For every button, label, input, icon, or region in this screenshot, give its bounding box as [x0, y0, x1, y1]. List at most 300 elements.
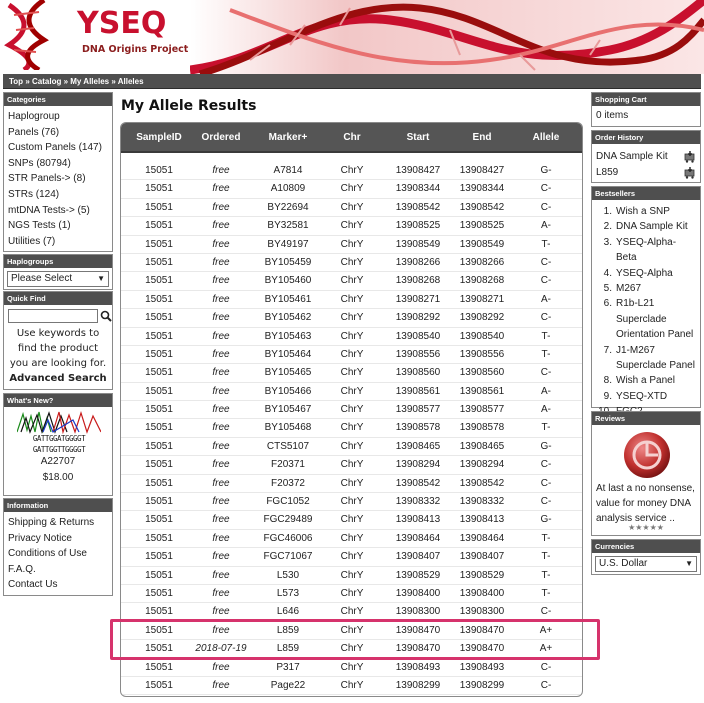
cell-sampleid: 15051 [145, 385, 173, 397]
cell-ordered: free [212, 312, 230, 324]
cell-allele: A- [541, 293, 551, 305]
cell-allele: G- [540, 440, 552, 452]
cell-marker[interactable]: BY105460 [264, 275, 312, 287]
cell-allele: C- [540, 459, 552, 471]
cell-allele: A- [541, 220, 551, 232]
table-row [121, 456, 583, 474]
cell-end: 13908577 [459, 404, 505, 416]
bestseller-rank: 4. [603, 267, 612, 279]
bestseller-item[interactable] [594, 389, 696, 404]
highlight-box [110, 619, 600, 660]
cell-chr: ChrY [340, 293, 364, 305]
column-header-allele[interactable]: Allele [532, 132, 560, 143]
cell-sampleid: 15051 [145, 165, 173, 176]
cell-chr: ChrY [340, 679, 364, 691]
cell-start: 13908427 [395, 165, 441, 176]
cell-chr: ChrY [340, 606, 364, 618]
categories-box [3, 92, 113, 252]
cell-allele: T- [541, 551, 551, 563]
cell-marker[interactable]: F20371 [271, 459, 305, 471]
table-row [121, 328, 583, 346]
breadcrumb-top[interactable]: Top [9, 77, 24, 86]
cell-marker[interactable]: CTS5107 [266, 440, 310, 452]
cell-sampleid: 15051 [145, 569, 173, 581]
quick-find-box [3, 291, 113, 390]
cell-chr: ChrY [340, 256, 364, 268]
cell-end: 13908407 [459, 551, 505, 563]
cell-chr: ChrY [340, 477, 364, 489]
cell-end: 13908294 [459, 459, 505, 471]
cell-sampleid: 15051 [145, 661, 173, 673]
cell-start: 13908556 [395, 348, 441, 360]
cell-chr: ChrY [340, 459, 364, 471]
cell-allele: G- [540, 165, 552, 176]
cell-end: 13908465 [459, 440, 505, 452]
table-row [121, 272, 583, 290]
cell-end: 13908413 [459, 514, 505, 526]
cell-start: 13908299 [395, 679, 441, 691]
bestseller-label: Wish a Panel [616, 375, 675, 387]
cell-end: 13908470 [459, 643, 505, 655]
product-name[interactable]: A22707 [40, 456, 76, 467]
cell-marker[interactable]: L859 [276, 624, 300, 636]
cell-sampleid: 15051 [145, 275, 173, 287]
cell-allele: T- [541, 330, 551, 342]
bestseller-label: Superclade [616, 313, 667, 325]
cell-allele: C- [540, 201, 552, 213]
cell-marker[interactable]: BY105463 [264, 330, 312, 342]
cell-allele: C- [540, 477, 552, 489]
cell-allele: T- [541, 348, 551, 360]
categories-title: Categories [4, 93, 112, 106]
whats-new-title: What's New? [4, 394, 112, 407]
link-contact-us[interactable]: Contact Us [8, 579, 58, 591]
cell-end: 13908493 [459, 661, 505, 673]
table-row [121, 346, 583, 364]
cell-marker[interactable]: BY105464 [264, 348, 312, 360]
breadcrumb [3, 74, 701, 89]
order-history-item[interactable]: DNA Sample Kit [596, 151, 668, 162]
category-ngs-tests[interactable]: NGS Tests (1) [8, 220, 71, 232]
cell-sampleid: 15051 [145, 183, 173, 195]
breadcrumb-separator: » [25, 77, 30, 86]
sequence-top: GATTGGATGGGGT [32, 434, 86, 443]
bestseller-label: YSEQ-Alpha-Beta [616, 236, 677, 264]
haplogroups-title: Haplogroups [4, 255, 112, 268]
order-history-box [591, 130, 701, 183]
cell-ordered: free [212, 459, 230, 471]
review-product-icon[interactable] [622, 430, 672, 480]
advanced-search-link[interactable]: Advanced Search [9, 373, 107, 384]
cell-chr: ChrY [340, 312, 364, 324]
bestseller-rank: 2. [603, 221, 612, 233]
cell-end: 13908529 [459, 569, 505, 581]
cell-end: 13908560 [459, 367, 505, 379]
column-header-chr[interactable]: Chr [343, 132, 361, 143]
allele-results-table [120, 122, 583, 697]
cell-marker[interactable]: L573 [276, 587, 300, 599]
cell-marker[interactable]: FGC1052 [266, 496, 310, 508]
bestseller-rank: 8. [603, 375, 612, 387]
column-header-sampleid[interactable]: SampleID [136, 132, 182, 143]
cell-sampleid: 15051 [145, 477, 173, 489]
cell-start: 13908529 [395, 569, 441, 581]
cell-end: 13908268 [459, 275, 505, 287]
cell-chr: ChrY [340, 385, 364, 397]
bestseller-item[interactable] [594, 266, 696, 281]
cell-chr: ChrY [340, 165, 364, 176]
cell-chr: ChrY [340, 551, 364, 563]
column-header-end[interactable]: End [472, 132, 492, 143]
bestseller-rank: 1. [603, 206, 612, 217]
breadcrumb-catalog[interactable]: Catalog [32, 77, 62, 86]
cell-start: 13908292 [395, 312, 441, 324]
quick-find-input[interactable] [8, 309, 98, 323]
bestseller-label: M267 [616, 283, 642, 295]
cell-start: 13908413 [395, 514, 441, 526]
bestseller-label: J1-M267 [616, 344, 655, 356]
cell-marker[interactable]: A7814 [273, 165, 303, 176]
currency-select[interactable] [595, 556, 697, 572]
bestseller-rank: 7. [603, 344, 612, 356]
cell-chr: ChrY [340, 587, 364, 599]
cell-end: 13908549 [459, 238, 505, 250]
cell-start: 13908332 [395, 496, 441, 508]
link-shipping-returns[interactable]: Shipping & Returns [8, 517, 95, 528]
cell-ordered: free [212, 238, 230, 250]
category-panels[interactable]: Panels (76) [8, 126, 60, 138]
table-row [121, 162, 583, 180]
table-row [121, 236, 583, 254]
cell-sampleid: 15051 [145, 312, 173, 324]
haplogroup-select[interactable] [7, 271, 109, 287]
review-text[interactable]: At last a no nonsense, value for money DNA analysis service .. [596, 483, 695, 524]
cell-chr: ChrY [340, 514, 364, 526]
cell-allele: A- [541, 404, 551, 416]
bestseller-item[interactable] [594, 219, 696, 234]
cell-end: 13908540 [459, 330, 505, 342]
cell-allele: G- [540, 514, 552, 526]
cell-ordered: free [212, 293, 230, 305]
table-row [121, 199, 583, 217]
bestseller-item[interactable] [594, 373, 696, 388]
currency-select-value: U.S. Dollar [599, 558, 648, 569]
bestseller-label: YSEQ-XTD [616, 390, 668, 402]
cell-start: 13908465 [395, 440, 441, 452]
cell-marker[interactable]: BY105465 [264, 367, 312, 379]
table-body [121, 162, 583, 695]
cell-ordered: free [212, 587, 230, 599]
bestseller-label: R1b-L21 [616, 298, 655, 310]
link-privacy-notice[interactable]: Privacy Notice [8, 532, 72, 544]
cell-ordered: free [212, 275, 230, 287]
bestseller-item[interactable] [594, 281, 696, 296]
cell-chr: ChrY [340, 496, 364, 508]
bestseller-rank: 9. [603, 390, 612, 402]
chevron-down-icon: ▼ [685, 559, 693, 568]
bestseller-item[interactable] [594, 235, 696, 266]
table-row [121, 254, 583, 272]
bestseller-rank: 3. [603, 236, 612, 248]
cell-sampleid: 15051 [145, 514, 173, 526]
shopping-cart-box [591, 92, 701, 127]
table-row [121, 585, 583, 603]
cell-chr: ChrY [340, 275, 364, 287]
cell-ordered: free [212, 165, 230, 176]
cell-ordered: free [212, 256, 230, 268]
cell-chr: ChrY [340, 569, 364, 581]
table-row [121, 567, 583, 585]
bestseller-label: Orientation Panel [616, 329, 694, 341]
cell-start: 13908560 [395, 367, 441, 379]
logo-text[interactable]: YSEQ [77, 6, 167, 41]
breadcrumb-alleles[interactable]: Alleles [117, 77, 144, 86]
link-faq[interactable]: F.A.Q. [8, 563, 36, 575]
cell-allele: C- [540, 183, 552, 195]
table-row [121, 475, 583, 493]
cell-chr: ChrY [340, 183, 364, 195]
cell-marker[interactable]: FGC29489 [263, 514, 313, 526]
cell-sampleid: 15051 [145, 643, 173, 655]
cell-allele: T- [541, 422, 551, 434]
search-icon[interactable] [100, 310, 112, 322]
table-row [121, 180, 583, 198]
category-strs[interactable]: STRs (124) [8, 188, 60, 200]
bestseller-item[interactable] [594, 204, 696, 219]
cell-start: 13908578 [395, 422, 441, 434]
cell-marker[interactable]: A10809 [270, 183, 306, 195]
cell-allele: C- [540, 606, 552, 618]
cell-end: 13908556 [459, 348, 505, 360]
cell-sampleid: 15051 [145, 220, 173, 232]
cell-chr: ChrY [340, 404, 364, 416]
cell-sampleid: 15051 [145, 330, 173, 342]
haplogroup-select-value: Please Select [11, 273, 73, 284]
reviews-title: Reviews [592, 412, 700, 425]
bestsellers-title: Bestsellers [592, 187, 700, 200]
cell-sampleid: 15051 [145, 422, 173, 434]
category-mtdna-tests[interactable]: mtDNA Tests-> (5) [8, 204, 90, 216]
cell-marker[interactable]: BY105459 [264, 256, 312, 268]
currencies-box [591, 539, 701, 575]
cart-add-icon[interactable] [684, 167, 696, 179]
table-row [121, 383, 583, 401]
bestseller-item[interactable] [594, 296, 696, 342]
page-title: My Allele Results [121, 98, 257, 114]
cell-allele: A- [541, 385, 551, 397]
cell-ordered: free [212, 496, 230, 508]
cell-allele: C- [540, 256, 552, 268]
order-history-title: Order History [592, 131, 700, 144]
cell-ordered: free [212, 367, 230, 379]
link-conditions-of-use[interactable]: Conditions of Use [8, 548, 87, 560]
cell-start: 13908407 [395, 551, 441, 563]
information-title: Information [4, 499, 112, 512]
information-box [3, 498, 113, 596]
cell-chr: ChrY [340, 367, 364, 379]
column-header-start[interactable]: Start [406, 132, 430, 143]
logo-subtitle: DNA Origins Project [82, 44, 189, 55]
cell-sampleid: 15051 [145, 459, 173, 471]
cell-start: 13908300 [395, 606, 441, 618]
cell-sampleid: 15051 [145, 496, 173, 508]
category-snps[interactable]: SNPs (80794) [8, 157, 71, 169]
category-custom-panels[interactable]: Custom Panels (147) [8, 142, 102, 154]
site-header [0, 0, 704, 74]
order-history-item[interactable]: L859 [596, 166, 619, 178]
cell-start: 13908470 [395, 643, 441, 655]
cell-start: 13908525 [395, 220, 441, 232]
table-row [121, 438, 583, 456]
bestseller-label: YSEQ-Alpha [616, 267, 673, 279]
cell-sampleid: 15051 [145, 532, 173, 544]
cell-end: 13908266 [459, 256, 505, 268]
cell-ordered: free [212, 404, 230, 416]
cell-ordered: free [212, 624, 230, 636]
cell-marker[interactable]: Page22 [270, 679, 306, 691]
dna-helix-banner-icon [190, 0, 704, 74]
cell-chr: ChrY [340, 661, 364, 673]
chromatogram-icon[interactable] [17, 410, 101, 434]
cell-ordered: free [212, 661, 230, 673]
table-row [121, 511, 583, 529]
cell-chr: ChrY [340, 643, 364, 655]
cell-ordered: free [212, 679, 230, 691]
cell-sampleid: 15051 [145, 238, 173, 250]
cell-start: 13908344 [395, 183, 441, 195]
breadcrumb-my-alleles[interactable]: My Alleles [70, 77, 110, 86]
shopping-cart-title: Shopping Cart [592, 93, 700, 106]
table-row [121, 309, 583, 327]
cell-marker[interactable]: L530 [276, 569, 300, 581]
cell-end: 13908427 [459, 165, 505, 176]
review-stars: ★★★★★ [628, 523, 664, 532]
column-header-ordered[interactable]: Ordered [201, 132, 241, 143]
cell-chr: ChrY [340, 440, 364, 452]
haplogroups-box [3, 254, 113, 290]
cell-ordered: free [212, 348, 230, 360]
cell-allele: T- [541, 587, 551, 599]
category-str-panels[interactable]: STR Panels-> (8) [8, 173, 86, 185]
currencies-title: Currencies [592, 540, 700, 553]
cell-sampleid: 15051 [145, 551, 173, 563]
cell-chr: ChrY [340, 330, 364, 342]
cell-marker[interactable]: L859 [276, 643, 300, 655]
cell-marker[interactable]: F20372 [271, 477, 305, 489]
cell-ordered: free [212, 220, 230, 232]
cell-sampleid: 15051 [145, 367, 173, 379]
cell-start: 13908400 [395, 587, 441, 599]
cell-allele: C- [540, 679, 552, 691]
cell-end: 13908400 [459, 587, 505, 599]
cell-sampleid: 15051 [145, 440, 173, 452]
cell-start: 13908549 [395, 238, 441, 250]
cell-chr: ChrY [340, 532, 364, 544]
cell-ordered: free [212, 440, 230, 452]
cell-marker[interactable]: BY49197 [267, 238, 309, 250]
cell-start: 13908542 [395, 201, 441, 213]
cell-chr: ChrY [340, 201, 364, 213]
cell-start: 13908493 [395, 661, 441, 673]
dna-helix-logo-icon [4, 0, 74, 70]
column-header-marker[interactable]: Marker+ [268, 132, 308, 143]
cell-ordered: free [212, 201, 230, 213]
quick-find-help: Use keywords to find the product you are looking for. [9, 328, 107, 369]
table-row [121, 291, 583, 309]
cell-start: 13908561 [395, 385, 441, 397]
cell-marker[interactable]: BY105466 [264, 385, 312, 397]
breadcrumb-separator: » [63, 77, 69, 86]
cell-start: 13908271 [395, 293, 441, 305]
table-row [121, 530, 583, 548]
cell-marker[interactable]: FGC46006 [263, 532, 313, 544]
cell-marker[interactable]: BY105467 [264, 404, 312, 416]
table-row [121, 217, 583, 235]
bestseller-label: DNA Sample Kit [616, 221, 688, 233]
cell-end: 13908300 [459, 606, 505, 618]
table-row [121, 364, 583, 382]
cell-marker[interactable]: P317 [276, 661, 300, 673]
cell-chr: ChrY [340, 220, 364, 232]
cell-allele: C- [540, 367, 552, 379]
cell-ordered: free [212, 330, 230, 342]
cell-allele: C- [540, 661, 552, 673]
cell-ordered: free [212, 183, 230, 195]
cart-count[interactable]: 0 items [596, 110, 629, 121]
cell-marker[interactable]: FGC71067 [263, 551, 313, 563]
cell-marker[interactable]: BY32581 [267, 220, 309, 232]
cell-ordered: 2018-07-19 [195, 643, 247, 655]
cart-add-icon[interactable] [684, 151, 696, 163]
breadcrumb-separator: » [111, 77, 116, 86]
cell-allele: C- [540, 275, 552, 287]
table-row [121, 419, 583, 437]
cell-chr: ChrY [340, 624, 364, 636]
reviews-box [591, 411, 701, 536]
bestseller-item[interactable] [594, 343, 696, 374]
cell-sampleid: 15051 [145, 201, 173, 213]
cell-end: 13908525 [459, 220, 505, 232]
cell-marker[interactable]: L646 [276, 606, 300, 618]
table-row [121, 548, 583, 566]
cell-sampleid: 15051 [145, 624, 173, 636]
cell-ordered: free [212, 477, 230, 489]
cell-chr: ChrY [340, 238, 364, 250]
cell-sampleid: 15051 [145, 293, 173, 305]
bestseller-label: Superclade Panel [616, 360, 695, 372]
cell-start: 13908577 [395, 404, 441, 416]
sequence-bottom: GATTGGTTGGGGT [32, 445, 86, 454]
bestsellers-box [591, 186, 701, 408]
cell-end: 13908561 [459, 385, 505, 397]
cell-end: 13908299 [459, 679, 505, 691]
cell-marker[interactable]: BY105462 [264, 312, 312, 324]
cell-marker[interactable]: BY22694 [267, 201, 309, 213]
cell-sampleid: 15051 [145, 587, 173, 599]
cell-end: 13908271 [459, 293, 505, 305]
cell-end: 13908332 [459, 496, 505, 508]
category-utilities[interactable]: Utilities (7) [8, 235, 56, 247]
cell-sampleid: 15051 [145, 348, 173, 360]
cell-chr: ChrY [340, 422, 364, 434]
cell-sampleid: 15051 [145, 679, 173, 691]
bestseller-rank: 5. [603, 283, 612, 295]
cell-marker[interactable]: BY105461 [264, 293, 312, 305]
cell-ordered: free [212, 569, 230, 581]
cell-marker[interactable]: BY105468 [264, 422, 312, 434]
whats-new-box [3, 393, 113, 496]
category-haplogroup[interactable]: Haplogroup [8, 111, 60, 122]
